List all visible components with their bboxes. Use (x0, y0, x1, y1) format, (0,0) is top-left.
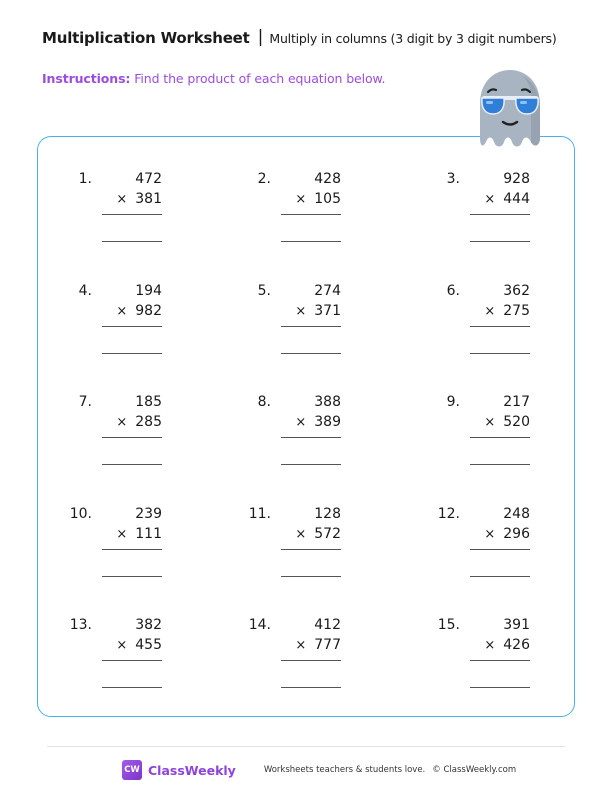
multiplier: 275 (503, 303, 530, 319)
sum-line (102, 214, 162, 215)
answer-line[interactable] (470, 464, 530, 465)
multiplier-row (484, 191, 530, 207)
sum-line (281, 549, 341, 550)
problem-number: 15. (437, 617, 460, 633)
multiplier: 105 (314, 191, 341, 207)
multiplier-row (295, 414, 341, 430)
multiplier-row (116, 414, 162, 430)
problem-number: 14. (248, 617, 271, 633)
multiplicand: 185 (135, 394, 162, 410)
multiplier-row (116, 526, 162, 542)
multiply-sign-icon: × (116, 415, 128, 430)
problem-12 (430, 506, 530, 586)
answer-line[interactable] (102, 576, 162, 577)
problem-9 (430, 394, 530, 474)
multiplicand: 217 (503, 394, 530, 410)
multiplier: 572 (314, 526, 341, 542)
answer-line[interactable] (470, 576, 530, 577)
multiply-sign-icon: × (116, 192, 128, 207)
ghost-with-sunglasses-icon (474, 66, 546, 150)
problem-number: 13. (69, 617, 92, 633)
problem-number: 4. (78, 283, 92, 299)
sum-line (281, 214, 341, 215)
sum-line (470, 660, 530, 661)
multiplicand: 391 (503, 617, 530, 633)
instructions (42, 71, 385, 86)
problem-5 (241, 283, 341, 363)
problem-6 (430, 283, 530, 363)
answer-line[interactable] (281, 687, 341, 688)
sum-line (102, 326, 162, 327)
multiplicand: 388 (314, 394, 341, 410)
multiplier-row (484, 637, 530, 653)
problem-number: 10. (69, 506, 92, 522)
multiplier: 444 (503, 191, 530, 207)
multiply-sign-icon: × (116, 638, 128, 653)
multiplicand: 248 (503, 506, 530, 522)
multiply-sign-icon: × (484, 527, 496, 542)
multiplier: 455 (135, 637, 162, 653)
multiply-sign-icon: × (295, 415, 307, 430)
multiplier-row (116, 303, 162, 319)
instructions-label: Instructions: (42, 71, 131, 86)
sum-line (281, 326, 341, 327)
multiplicand: 274 (314, 283, 341, 299)
multiplicand: 362 (503, 283, 530, 299)
multiplier-row (295, 303, 341, 319)
multiplier-row (295, 637, 341, 653)
sum-line (102, 437, 162, 438)
multiplicand: 128 (314, 506, 341, 522)
multiplier: 111 (135, 526, 162, 542)
answer-line[interactable] (281, 576, 341, 577)
sum-line (281, 437, 341, 438)
sum-line (470, 326, 530, 327)
answer-line[interactable] (102, 464, 162, 465)
multiply-sign-icon: × (295, 527, 307, 542)
multiply-sign-icon: × (484, 192, 496, 207)
multiply-sign-icon: × (484, 304, 496, 319)
multiplier-row (116, 191, 162, 207)
multiplicand: 412 (314, 617, 341, 633)
classweekly-logo-icon: CW (122, 760, 142, 780)
multiplicand: 472 (135, 171, 162, 187)
answer-line[interactable] (102, 241, 162, 242)
problem-8 (241, 394, 341, 474)
sum-line (102, 660, 162, 661)
multiplier-row (116, 637, 162, 653)
sum-line (281, 660, 341, 661)
problem-3 (430, 171, 530, 251)
footer-tagline: Worksheets teachers & students love. (263, 765, 426, 775)
problem-number: 7. (78, 394, 92, 410)
brand-name: ClassWeekly (148, 762, 236, 778)
problem-number: 8. (257, 394, 271, 410)
worksheet-title: Multiplication Worksheet (42, 29, 250, 47)
multiplier-row (484, 303, 530, 319)
multiplicand: 194 (135, 283, 162, 299)
multiplier-row (295, 526, 341, 542)
multiplicand: 239 (135, 506, 162, 522)
answer-line[interactable] (102, 353, 162, 354)
sum-line (470, 437, 530, 438)
problem-2 (241, 171, 341, 251)
multiplicand: 428 (314, 171, 341, 187)
multiplicand: 382 (135, 617, 162, 633)
answer-line[interactable] (470, 353, 530, 354)
multiplier: 389 (314, 414, 341, 430)
problem-number: 12. (437, 506, 460, 522)
multiplier: 381 (135, 191, 162, 207)
footer-copyright: © ClassWeekly.com (432, 765, 517, 775)
problem-15 (430, 617, 530, 697)
multiplier: 285 (135, 414, 162, 430)
multiplier-row (484, 414, 530, 430)
problem-11 (241, 506, 341, 586)
sum-line (470, 214, 530, 215)
multiplier: 777 (314, 637, 341, 653)
multiplier: 296 (503, 526, 530, 542)
title-separator: | (257, 27, 264, 47)
problem-7 (62, 394, 162, 474)
problem-number: 3. (446, 171, 460, 187)
multiplier: 520 (503, 414, 530, 430)
multiplier-row (295, 191, 341, 207)
answer-line[interactable] (281, 241, 341, 242)
answer-line[interactable] (470, 687, 530, 688)
answer-line[interactable] (281, 353, 341, 354)
sum-line (470, 549, 530, 550)
problem-number: 1. (78, 171, 92, 187)
multiply-sign-icon: × (116, 304, 128, 319)
multiplier: 982 (135, 303, 162, 319)
problem-10 (62, 506, 162, 586)
multiply-sign-icon: × (484, 415, 496, 430)
problem-number: 11. (248, 506, 271, 522)
problem-number: 5. (257, 283, 271, 299)
worksheet-header (42, 28, 557, 48)
instructions-text: Find the product of each equation below. (130, 71, 386, 86)
problem-4 (62, 283, 162, 363)
multiply-sign-icon: × (484, 638, 496, 653)
multiply-sign-icon: × (295, 638, 307, 653)
multiplier: 426 (503, 637, 530, 653)
footer-divider (47, 746, 565, 747)
answer-line[interactable] (281, 464, 341, 465)
problem-number: 6. (446, 283, 460, 299)
sum-line (102, 549, 162, 550)
problem-13 (62, 617, 162, 697)
problem-number: 2. (257, 171, 271, 187)
multiplier: 371 (314, 303, 341, 319)
multiplicand: 928 (503, 171, 530, 187)
answer-line[interactable] (102, 687, 162, 688)
multiply-sign-icon: × (116, 527, 128, 542)
problem-1 (62, 171, 162, 251)
answer-line[interactable] (470, 241, 530, 242)
problem-14 (241, 617, 341, 697)
problem-number: 9. (446, 394, 460, 410)
worksheet-subtitle: Multiply in columns (3 digit by 3 digit numbers) (269, 31, 557, 46)
multiplier-row (484, 526, 530, 542)
footer (122, 760, 516, 780)
multiply-sign-icon: × (295, 304, 307, 319)
multiply-sign-icon: × (295, 192, 307, 207)
